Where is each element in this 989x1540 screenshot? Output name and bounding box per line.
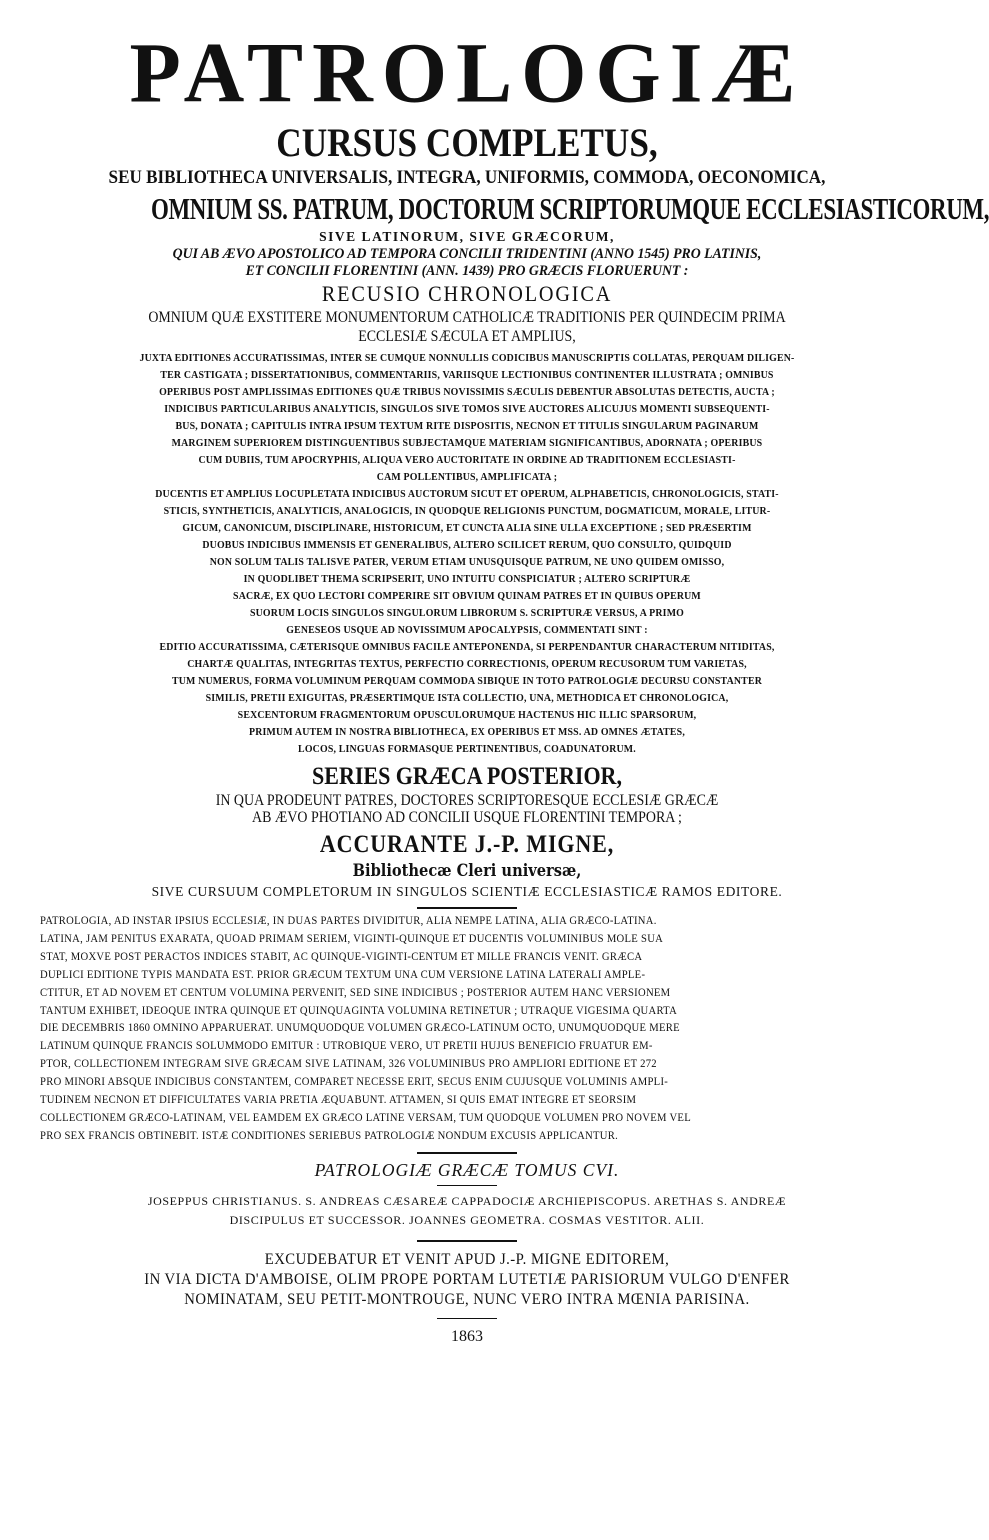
ducentis-line: SUORUM LOCIS SINGULOS SINGULORUM LIBRORUM S. SCRIPTURÆ VERSUS, A PRIMO [249,608,685,619]
editio-line: LOCOS, LINGUAS FORMASQUE PERTINENTIBUS, COADUNATORUM. [298,744,636,755]
publication-year: 1863 [451,1327,483,1345]
ducentis-line: IN QUODLIBET THEMA SCRIPSERIT, UNO INTUITU CONSPICIATUR ; ALTERO SCRIPTURÆ [243,574,691,585]
divider-rule [417,1240,517,1242]
para-line: STAT, MOXVE POST PERACTOS INDICES STABIT, AC QUINQUE-VIGINTI-CENTUM ET MILLE FRANCIS VENIT. GRÆCA [40,950,643,963]
ducentis-line: GENESEOS USQUE AD NOVISSIMUM APOCALYPSIS, COMMENTATI SINT : [286,625,648,636]
omnium-patrum-line: OMNIUM SS. PATRUM, DOCTORUM SCRIPTORUMQUE ECCLESIASTICORUM, [151,191,989,226]
para-line: LATINA, JAM PENITUS EXARATA, QUOAD PRIMAM SERIEM, VIGINTI-QUINQUE ET DUCENTIS VOLUMINIBUS MOLE SUA [40,932,664,945]
para-line: TUDINEM NECNON ET DIFFICULTATES VARIA PRETIA ÆQUABUNT. ATTAMEN, SI QUIS EMAT INTEGRE ET SEORSIM [40,1094,637,1107]
divider-rule [437,1185,497,1186]
juxta-line: CAM POLLENTIBUS, AMPLIFICATA ; [376,472,558,483]
series-heading: SERIES GRÆCA POSTERIOR, [312,763,622,790]
editio-line: SEXCENTORUM FRAGMENTORUM OPUSCULORUMQUE HACTENUS HIC ILLIC SPARSORUM, [237,710,697,721]
in-qua-line-1: IN QUA PRODEUNT PATRES, DOCTORES SCRIPTORESQUE ECCLESIÆ GRÆCÆ [215,792,719,809]
ducentis-line: DUCENTIS ET AMPLIUS LOCUPLETATA INDICIBUS AUCTORUM SICUT ET OPERUM, ALPHABETICIS, CHRONOLOGICIS, STATI- [155,489,779,500]
bibliothecae-line: Bibliothecæ Cleri universæ, [352,861,582,881]
omnium-qua-line-1: OMNIUM QUÆ EXSTITERE MONUMENTORUM CATHOLICÆ TRADITIONIS PER QUINDECIM PRIMA [148,309,786,326]
editio-line: EDITIO ACCURATISSIMA, CÆTERISQUE OMNIBUS FACILE ANTEPONENDA, SI PERPENDANTUR CHARACTERUM NITIDITAS, [159,642,775,653]
juxta-block [40,350,894,486]
ducentis-block [40,486,894,639]
sive-line: SIVE LATINORUM, SIVE GRÆCORUM, [319,229,615,244]
divider-rule [437,1318,497,1319]
para-line: PTOR, COLLECTIONEM INTEGRAM SIVE GRÆCAM SIVE LATINAM, 326 VOLUMINIBUS PRO AMPLIORI EDITIONE ET 272 [40,1058,657,1071]
juxta-line: OPERIBUS POST AMPLISSIMAS EDITIONES QUÆ TRIBUS NOVISSIMIS SÆCULIS DEBENTUR ABSOLUTAS DETECTIS, AUCTA ; [159,387,775,398]
descriptor-line: SEU BIBLIOTHECA UNIVERSALIS, INTEGRA, UNIFORMIS, COMMODA, OECONOMICA, [108,167,826,188]
juxta-line: JUXTA EDITIONES ACCURATISSIMAS, INTER SE CUMQUE NONNULLIS CODICIBUS MANUSCRIPTIS COLLATAS, PERQUAM DILIGEN- [139,353,795,364]
para-line: DUPLICI EDITIONE TYPIS MANDATA EST. PRIOR GRÆCUM TEXTUM UNA CUM VERSIONE LATINA LATERALI AMPLE- [40,968,646,981]
editio-line: SIMILIS, PRETII EXIGUITAS, PRÆSERTIMQUE ISTA COLLECTIO, UNA, METHODICA ET CHRONOLOGICA, [205,693,729,704]
in-qua-line-2: AB ÆVO PHOTIANO AD CONCILII USQUE FLORENTINI TEMPORA ; [252,809,682,826]
qui-line-2: ET CONCILII FLORENTINI (ANN. 1439) PRO GRÆCIS FLORUERUNT : [245,263,689,279]
para-line: PRO MINORI ABSQUE INDICIBUS CONSTANTEM, COMPARET NECESSE ERIT, SECUS ENIM CUJUSQUE VOLUMINIS AMPLI- [40,1076,669,1089]
title-page [40,26,989,1347]
subtitle: CURSUS COMPLETUS, [276,120,658,165]
qui-line-1: QUI AB ÆVO APOSTOLICO AD TEMPORA CONCILII TRIDENTINI (ANNO 1545) PRO LATINIS, [172,246,762,262]
divider-rule [417,907,517,909]
para-line: DIE DECEMBRIS 1860 OMNINO APPARUERAT. UNUMQUODQUE VOLUMEN GRÆCO-LATINUM OCTO, UNUMQUODQUE MERE [40,1022,680,1035]
ducentis-line: GICUM, CANONICUM, DISCIPLINARE, HISTORICUM, ET CUNCTA ALIA SINE ULLA EXCEPTIONE ; SED PRÆSERTIM [182,523,752,534]
ducentis-line: NON SOLUM TALIS TALISVE PATER, VERUM ETIAM UNUSQUISQUE PATRUM, NE UNO QUIDEM OMISSO, [209,557,725,568]
excudebatur-line-1: EXCUDEBATUR ET VENIT APUD J.-P. MIGNE EDITOREM, [264,1250,670,1268]
divider-rule [417,1152,517,1154]
para-line: COLLECTIONEM GRÆCO-LATINAM, VEL EAMDEM EX GRÆCO LATINE VERSAM, TUM QUODQUE VOLUMEN PRO NOVEM VEL [40,1111,691,1124]
juxta-line: TER CASTIGATA ; DISSERTATIONIBUS, COMMENTARIIS, VARIISQUE LECTIONIBUS CONTINENTER ILLUSTRATA ; OMNIBUS [160,370,774,381]
tomus-heading: PATROLOGIÆ GRÆCÆ TOMUS CVI. [314,1159,620,1180]
omnium-qua-line-2: ECCLESIÆ SÆCULA ET AMPLIUS, [358,328,576,345]
authors-line-1: JOSEPPUS CHRISTIANUS. S. ANDREAS CÆSAREÆ CAPPADOCIÆ ARCHIEPISCOPUS. ARETHAS S. ANDREÆ [147,1193,787,1208]
patrologia-paragraph [40,913,894,1146]
main-title: PATROLOGIÆ [129,26,805,121]
editio-line: TUM NUMERUS, FORMA VOLUMINUM PERQUAM COMMODA SIBIQUE IN TOTO PATROLOGIÆ DECURSU CONSTANTER [171,676,762,687]
para-line: TANTUM EXHIBET, IDEOQUE INTRA QUINQUE ET QUINQUAGINTA VOLUMINA RETINETUR ; UTRAQUE VIGESIMA QUARTA [40,1004,678,1017]
excudebatur-line-3: NOMINATAM, SEU PETIT-MONTROUGE, NUNC VERO INTRA MŒNIA PARISINA. [184,1290,750,1308]
ducentis-line: DUOBUS INDICIBUS IMMENSIS ET GENERALIBUS, ALTERO SCILICET RERUM, QUO CONSULTO, QUIDQUID [202,540,732,551]
juxta-line: INDICIBUS PARTICULARIBUS ANALYTICIS, SINGULOS SIVE TOMOS SIVE AUCTORES ALICUJUS MOMENTI SUBSEQUENTI- [164,404,770,415]
excudebatur-line-2: IN VIA DICTA D'AMBOISE, OLIM PROPE PORTAM LUTETIÆ PARISIORUM VULGO D'ENFER [144,1270,790,1288]
para-line: PATROLOGIA, AD INSTAR IPSIUS ECCLESIÆ, IN DUAS PARTES DIVIDITUR, ALIA NEMPE LATINA, ALIA GRÆCO-LATINA. [40,915,657,927]
juxta-line: CUM DUBIIS, TUM APOCRYPHIS, ALIQUA VERO AUCTORITATE IN ORDINE AD TRADITIONEM ECCLESIASTI- [198,455,736,466]
authors-line-2: DISCIPULUS ET SUCCESSOR. JOANNES GEOMETRA. COSMAS VESTITOR. ALII. [229,1212,705,1227]
para-line: PRO SEX FRANCIS OBTINEBIT. ISTÆ CONDITIONES SERIEBUS PATROLOGIÆ NONDUM EXCUSIS APPLICANTUR. [40,1129,619,1142]
editio-block [40,639,894,758]
ducentis-line: STICIS, SYNTHETICIS, ANALYTICIS, ANALOGICIS, IN QUODQUE RELIGIONIS PUNCTUM, DOGMATICUM, MORALE, LITUR- [163,506,771,517]
juxta-line: MARGINEM SUPERIOREM DISTINGUENTIBUS SUBJECTAMQUE MATERIAM SIGNIFICANTIBUS, ADORNATA ; OPERIBUS [171,438,763,449]
sive-cursuum-line: SIVE CURSUUM COMPLETORUM IN SINGULOS SCIENTIÆ ECCLESIASTICÆ RAMOS EDITORE. [151,884,783,899]
accurante-line: ACCURANTE J.-P. MIGNE, [319,831,615,858]
para-line: CTITUR, ET AD NOVEM ET CENTUM VOLUMINA PERVENIT, SED SINE INDICIBUS ; POSTERIOR AUTEM HANC VERSIONEM [40,986,671,999]
recusio-heading: RECUSIO CHRONOLOGICA [321,281,613,306]
ducentis-line: SACRÆ, EX QUO LECTORI COMPERIRE SIT OBVIUM QUINAM PATRES ET IN QUIBUS OPERUM [233,591,701,602]
juxta-line: BUS, DONATA ; CAPITULIS INTRA IPSUM TEXTUM RITE DISPOSITIS, NECNON ET TITULIS SINGULARUM PAGINARUM [175,421,759,432]
editio-line: PRIMUM AUTEM IN NOSTRA BIBLIOTHECA, EX OPERIBUS ET MSS. AD OMNES ÆTATES, [248,727,686,738]
editio-line: CHARTÆ QUALITAS, INTEGRITAS TEXTUS, PERFECTIO CORRECTIONIS, OPERUM RECUSORUM TUM VARIETAS, [187,659,747,670]
para-line: LATINUM QUINQUE FRANCIS SOLUMMODO EMITUR : UTROBIQUE VERO, UT PRETII HUJUS BENEFICIO FRUATUR EM- [40,1040,653,1053]
